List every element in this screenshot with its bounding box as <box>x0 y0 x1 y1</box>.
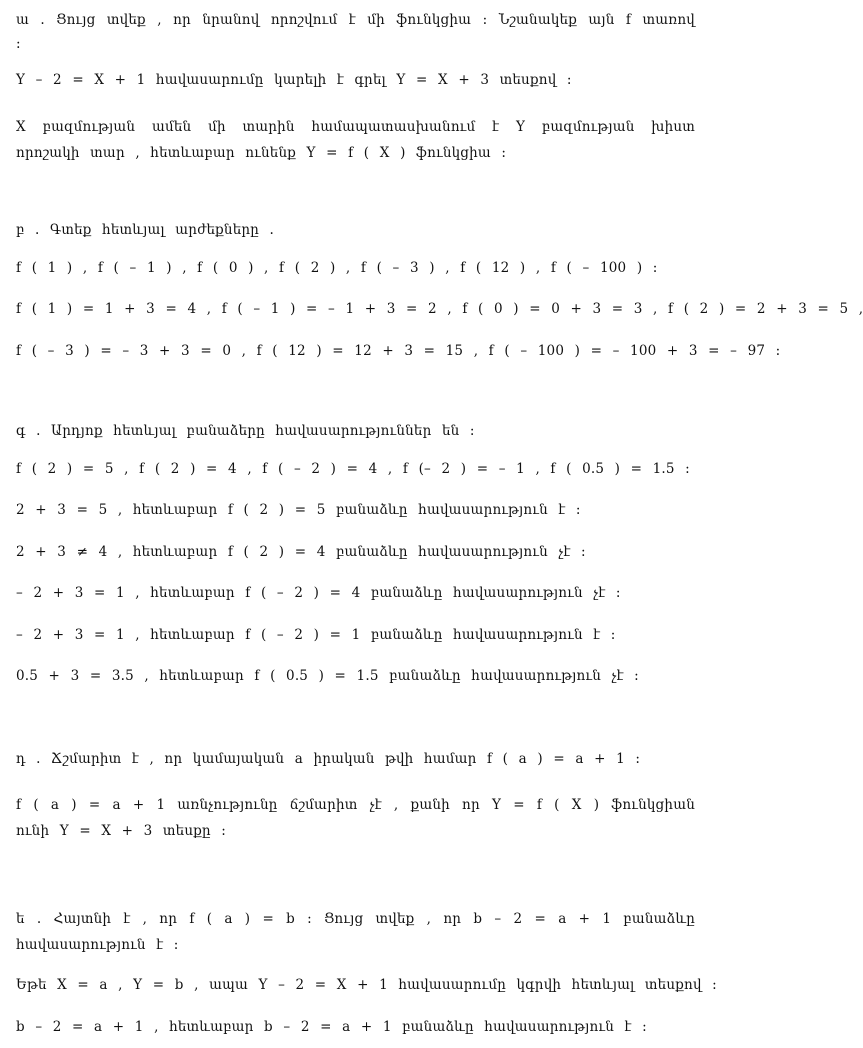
section-e-line-1: Եթե X = a , Y = b , ապա Y – 2 = X + 1 հավասարումը կգրվի հետևյալ տեսքով : <box>16 977 717 993</box>
section-c-result-2: 2 + 3 ≠ 4 , հետևաբար f ( 2 ) = 4 բանաձևը հավասարություն չէ : <box>16 544 586 560</box>
section-b-list: f ( 1 ) , f ( – 1 ) , f ( 0 ) , f ( 2 ) , f ( – 3 ) , f ( 12 ) , f ( – 100 ) : <box>16 260 658 276</box>
section-c-result-3: – 2 + 3 = 1 , հետևաբար f ( – 2 ) = 4 բանաձևը հավասարություն չէ : <box>16 585 621 601</box>
section-c-intro: գ . Արդյոք հետևյալ բանաձերը հավասարություններ են : <box>16 423 475 439</box>
section-b-answer-2: f ( – 3 ) = – 3 + 3 = 0 , f ( 12 ) = 12 + 3 = 15 , f ( – 100 ) = – 100 + 3 = – 97 : <box>16 343 781 359</box>
section-a-line-1: Y – 2 = X + 1 հավասարումը կարելի է գրել Y = X + 3 տեսքով : <box>16 72 572 88</box>
section-e-intro: ե . Հայտնի է , որ f ( a ) = b : Ցույց տվեք , որ b – 2 = a + 1 բանաձևը հավասարություն է : <box>16 911 695 953</box>
section-d-line-1: f ( a ) = a + 1 առնչությունը ճշմարիտ չէ , քանի որ Y = f ( X ) ֆունկցիան ունի Y = X + 3 տեսքը : <box>16 797 695 839</box>
section-a-intro: ա . Ցույց տվեք , որ նրանով որոշվում է մի ֆունկցիա : Նշանակեք այն f տառով : <box>16 12 695 52</box>
section-c-result-4: – 2 + 3 = 1 , հետևաբար f ( – 2 ) = 1 բանաձևը հավասարություն է : <box>16 627 616 643</box>
section-e-line-2: b – 2 = a + 1 , հետևաբար b – 2 = a + 1 բանաձևը հավասարություն է : <box>16 1019 647 1035</box>
section-b-answer-1: f ( 1 ) = 1 + 3 = 4 , f ( – 1 ) = – 1 + 3 = 2 , f ( 0 ) = 0 + 3 = 3 , f ( 2 ) = 2 + 3 = 5 , <box>16 301 863 317</box>
section-c-result-5: 0.5 + 3 = 3.5 , հետևաբար f ( 0.5 ) = 1.5 բանաձևը հավասարություն չէ : <box>16 668 639 684</box>
section-c-result-1: 2 + 3 = 5 , հետևաբար f ( 2 ) = 5 բանաձևը հավասարություն է : <box>16 502 581 518</box>
section-a-line-2: X բազմության ամեն մի տարին համապատասխանում է Y բազմության խիստ որոշակի տար , հետևաբար ունենք Y = f ( X ) ֆունկցիա : <box>16 119 695 161</box>
section-b-intro: բ . Գտեք հետևյալ արժեքները . <box>16 222 275 238</box>
section-d-intro: դ . Ճշմարիտ է , որ կամայական a իրական թվի համար f ( a ) = a + 1 : <box>16 751 641 767</box>
section-c-list: f ( 2 ) = 5 , f ( 2 ) = 4 , f ( – 2 ) = 4 , f (– 2 ) = – 1 , f ( 0.5 ) = 1.5 : <box>16 461 690 477</box>
